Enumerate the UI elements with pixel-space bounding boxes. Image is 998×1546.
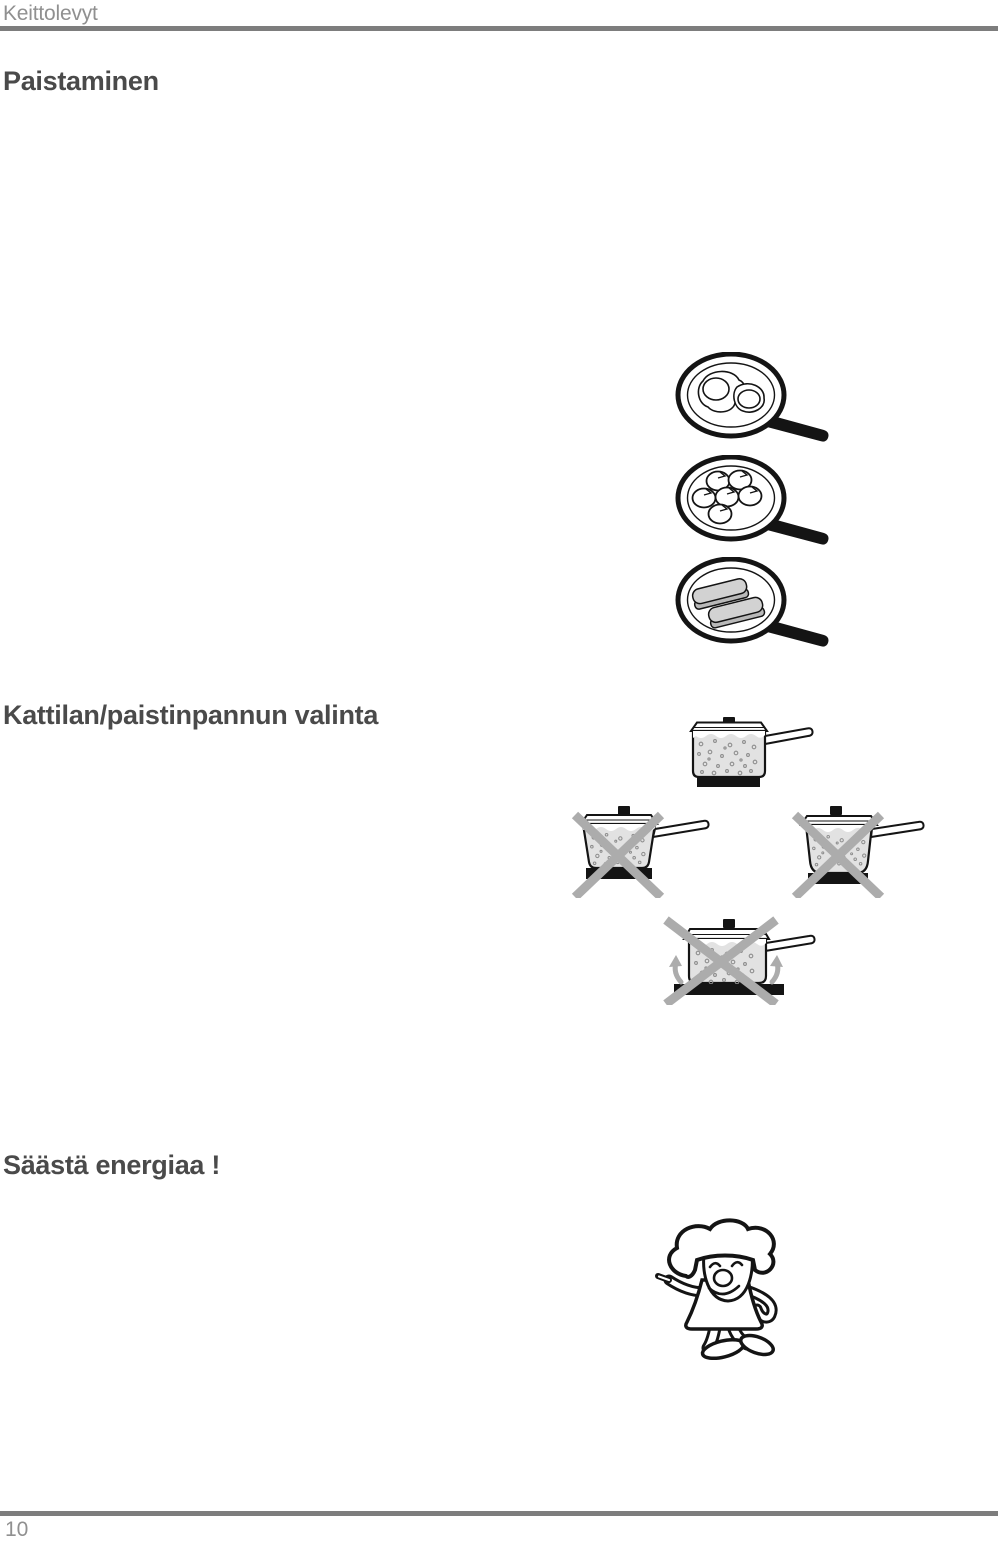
pot-wrong-small-illustration xyxy=(788,798,938,898)
section-title-energy: Säästä energiaa ! xyxy=(3,1150,221,1180)
page-number: 10 xyxy=(5,1518,29,1541)
footer-divider xyxy=(0,1511,998,1516)
pot-correct-illustration xyxy=(683,710,818,792)
section-title-pan-selection: Kattilan/paistinpannun valinta xyxy=(3,700,379,730)
pot-wrong-tapered-illustration xyxy=(563,798,713,898)
pot-wrong-heat-loss-illustration xyxy=(653,910,818,1005)
header-divider xyxy=(0,26,998,31)
chef-mascot-illustration xyxy=(650,1212,795,1362)
frying-pan-eggs-illustration xyxy=(673,352,833,444)
section-title-frying: Paistaminen xyxy=(3,66,159,96)
frying-pan-buns-illustration xyxy=(673,455,833,547)
frying-pan-steaks-illustration xyxy=(673,557,833,649)
page-header-title: Keittolevyt xyxy=(3,2,98,25)
